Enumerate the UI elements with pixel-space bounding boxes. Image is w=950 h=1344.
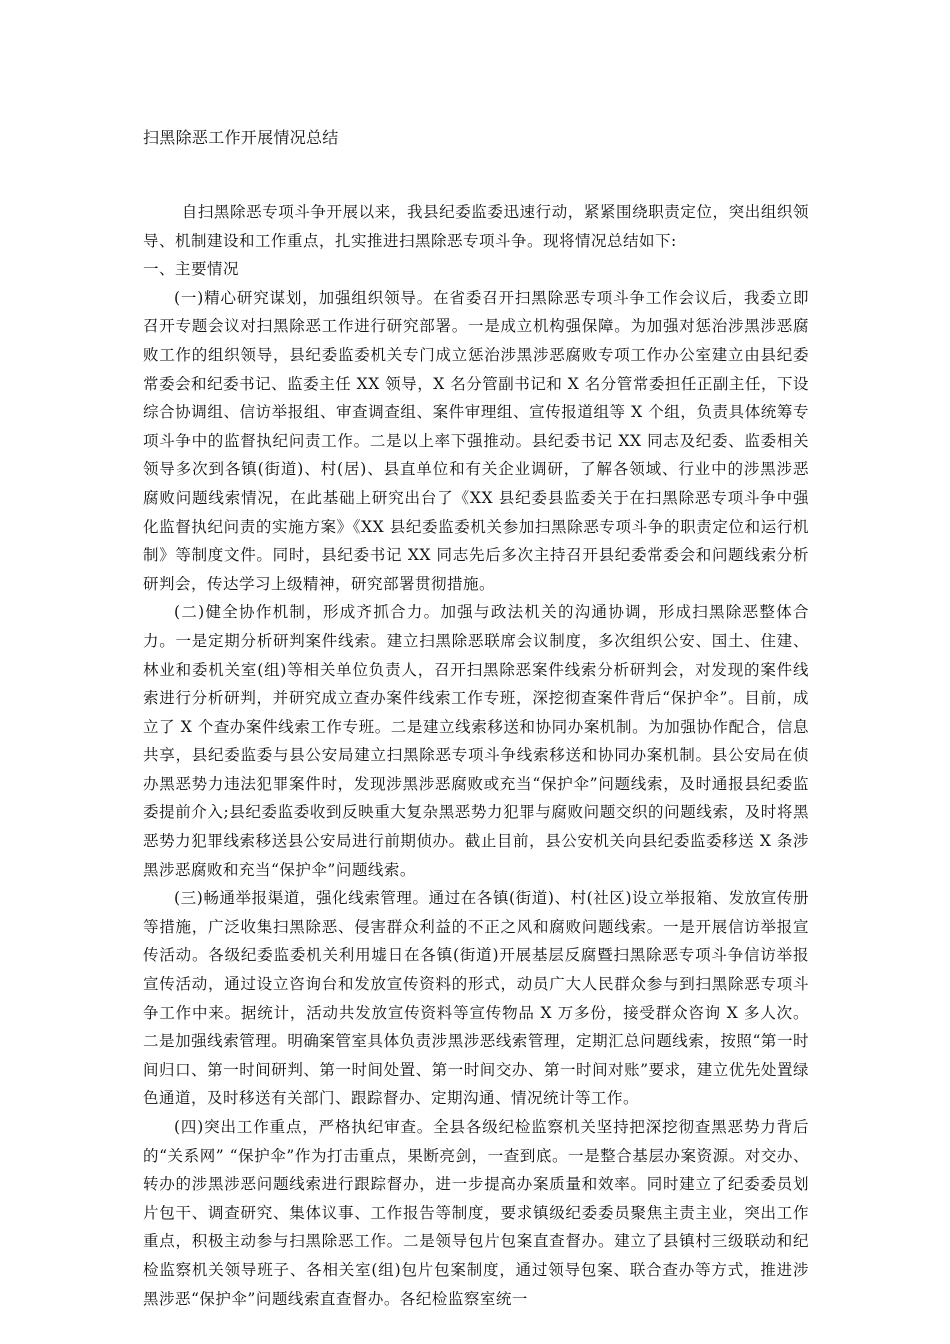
paragraph-cooperation: (二)健全协作机制，形成齐抓合力。加强与政法机关的沟通协调，形成扫黑除恶整体合力。一是定期分析研判案件线索。建立扫黑除恶联席会议制度，多次组织公安、国土、住建、林业和委机关室(组)等相关单位负责人，召开扫黑除恶案件线索分析研判会，对发现的案件线索进行分析研判，并研究成立查办案件线索工作专班，深挖彻查案件背后“保护伞”。目前，成立了 X 个查办案件线索工作专班。二是建立线索移送和协同办案机制。为加强协作配合，信息共享，县纪委监委与县公安局建立扫黑除恶专项斗争线索移送和协同办案机制。县公安局在侦办黑恶势力违法犯罪案件时，发现涉黑涉恶腐败或充当“保护伞”问题线索，及时通报县纪委监委提前介入;县纪委监委收到反映重大复杂黑恶势力犯罪与腐败问题交织的问题线索，及时将黑恶势力犯罪线索移送县公安局进行前期侦办。截止目前，县公安机关向县纪委监委移送 X 条涉黑涉恶腐败和充当“保护伞”问题线索。 — [143, 603, 809, 879]
paragraph-organization: (一)精心研究谋划，加强组织领导。在省委召开扫黑除恶专项斗争工作会议后，我委立即召开专题会议对扫黑除恶工作进行研究部署。一是成立机构强保障。为加强对惩治涉黑涉恶腐败工作的组织领导，县纪委监委机关专门成立惩治涉黑涉恶腐败专项工作办公室建立由县纪委常委会和纪委书记、监委主任 XX 领导，X 名分管副书记和 X 名分管常委担任正副主任，下设综合协调组、信访举报组、审查调查组、案件审理组、宣传报道组等 X 个组，负责具体统筹专项斗争中的监督执纪问责工作。二是以上率下强推动。县纪委书记 XX 同志及纪委、监委相关领导多次到各镇(街道)、村(居)、县直单位和有关企业调研，了解各领域、行业中的涉黑涉恶腐败问题线索情况，在此基础上研究出台了《XX 县纪委县监委关于在扫黑除恶专项斗争中强化监督执纪问责的实施方案》《XX 县纪委监委机关参加扫黑除恶专项斗争的职责定位和运行机制》等制度文件。同时，县纪委书记 XX 同志先后多次主持召开县纪委常委会和问题线索分析研判会，传达学习上级精神，研究部署贯彻措施。 — [143, 288, 809, 593]
paragraph-reporting: (三)畅通举报渠道，强化线索管理。通过在各镇(街道)、村(社区)设立举报箱、发放宣传册等措施，广泛收集扫黑除恶、侵害群众利益的不正之风和腐败问题线索。一是开展信访举报宣传活动。各级纪委监委机关利用墟日在各镇(街道)开展基层反腐暨扫黑除恶专项斗争信访举报宣传活动，通过设立咨询台和发放宣传资料的形式，动员广大人民群众参与到扫黑除恶专项斗争工作中来。据统计，活动共发放宣传资料等宣传物品 X 万多份，接受群众咨询 X 多人次。二是加强线索管理。明确案管室具体负责涉黑涉恶线索管理，定期汇总问题线索，按照“第一时间归口、第一时间研判、第一时间处置、第一时间交办、第一时间对账”要求，建立优先处置绿色通道，及时移送有关部门、跟踪督办、定期沟通、情况统计等工作。 — [143, 889, 809, 1108]
document-body — [143, 198, 809, 1313]
section-heading: 一、主要情况 — [143, 260, 240, 279]
document-title: 扫黑除恶工作开展情况总结 — [143, 128, 339, 147]
intro-paragraph: 自扫黑除恶专项斗争开展以来，我县纪委监委迅速行动，紧紧围绕职责定位，突出组织领导、机制建设和工作重点，扎实推进扫黑除恶专项斗争。现将情况总结如下: — [143, 203, 809, 250]
paragraph-review: (四)突出工作重点，严格执纪审查。全县各级纪检监察机关坚持把深挖彻查黑恶势力背后的“关系网” “保护伞”作为打击重点，果断亮剑，一查到底。一是整合基层办案资源。对交办、转办的涉黑涉恶问题线索进行跟踪督办，进一步提高办案质量和效率。同时建立了纪委委员划片包干、调查研究、集体议事、工作报告等制度，要求镇级纪委委员聚焦主责主业，突出工作重点，积极主动参与扫黑除恶工作。二是领导包片包案直查督办。建立了县镇村三级联动和纪检监察机关领导班子、各相关室(组)包片包案制度，通过领导包案、联合查办等方式，推进涉黑涉恶“保护伞”问题线索直查督办。各纪检监察室统一 — [143, 1118, 809, 1308]
